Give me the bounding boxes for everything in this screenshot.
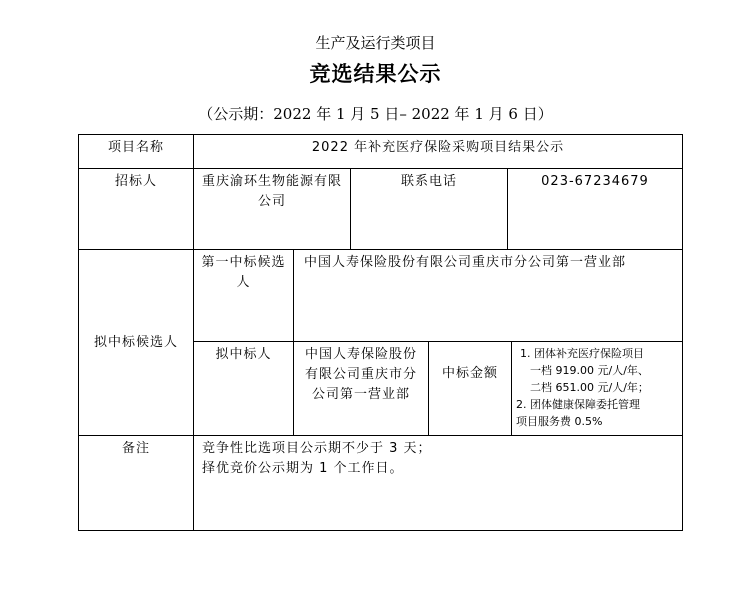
document-title: 竞选结果公示 <box>309 62 442 86</box>
amount-line: 一档 919.00 元/人/年、 <box>530 364 649 377</box>
amount-line: 项目服务费 0.5% <box>516 415 603 428</box>
document-subtitle: 生产及运行类项目 <box>315 34 436 52</box>
tenderer-value: 重庆渝环生物能源有限公司 <box>194 169 351 250</box>
first-candidate-label: 第一中标候选人 <box>194 250 294 342</box>
amount-line: 2. 团体健康保障委托管理 <box>516 398 640 411</box>
publicity-period: （公示期：2022 年 1 月 5 日– 2022 年 1 月 6 日） <box>198 105 553 123</box>
amount-line: 二档 651.00 元/人/年； <box>530 381 649 394</box>
contact-phone-label: 联系电话 <box>351 169 508 250</box>
amount-value <box>512 342 683 436</box>
tenderer-label: 招标人 <box>78 169 194 250</box>
remarks-line: 竞争性比选项目公示期不少于 3 天； <box>202 441 432 456</box>
project-name-label: 项目名称 <box>78 134 194 169</box>
project-name-value: 2022 年补充医疗保险采购项目结果公示 <box>194 134 683 169</box>
amount-label: 中标金额 <box>429 342 512 436</box>
candidate-label: 拟中标候选人 <box>78 250 194 436</box>
remarks-line: 择优竞价公示期为 1 个工作日。 <box>202 461 404 476</box>
first-candidate-value: 中国人寿保险股份有限公司重庆市分公司第一营业部 <box>294 250 683 342</box>
remarks-value <box>194 436 683 531</box>
winner-label: 拟中标人 <box>194 342 294 436</box>
remarks-label: 备注 <box>78 436 194 531</box>
contact-phone-value: 023-67234679 <box>508 169 683 250</box>
winner-value: 中国人寿保险股份有限公司重庆市分公司第一营业部 <box>294 342 429 436</box>
amount-line: 1. 团体补充医疗保险项目 <box>520 347 644 360</box>
